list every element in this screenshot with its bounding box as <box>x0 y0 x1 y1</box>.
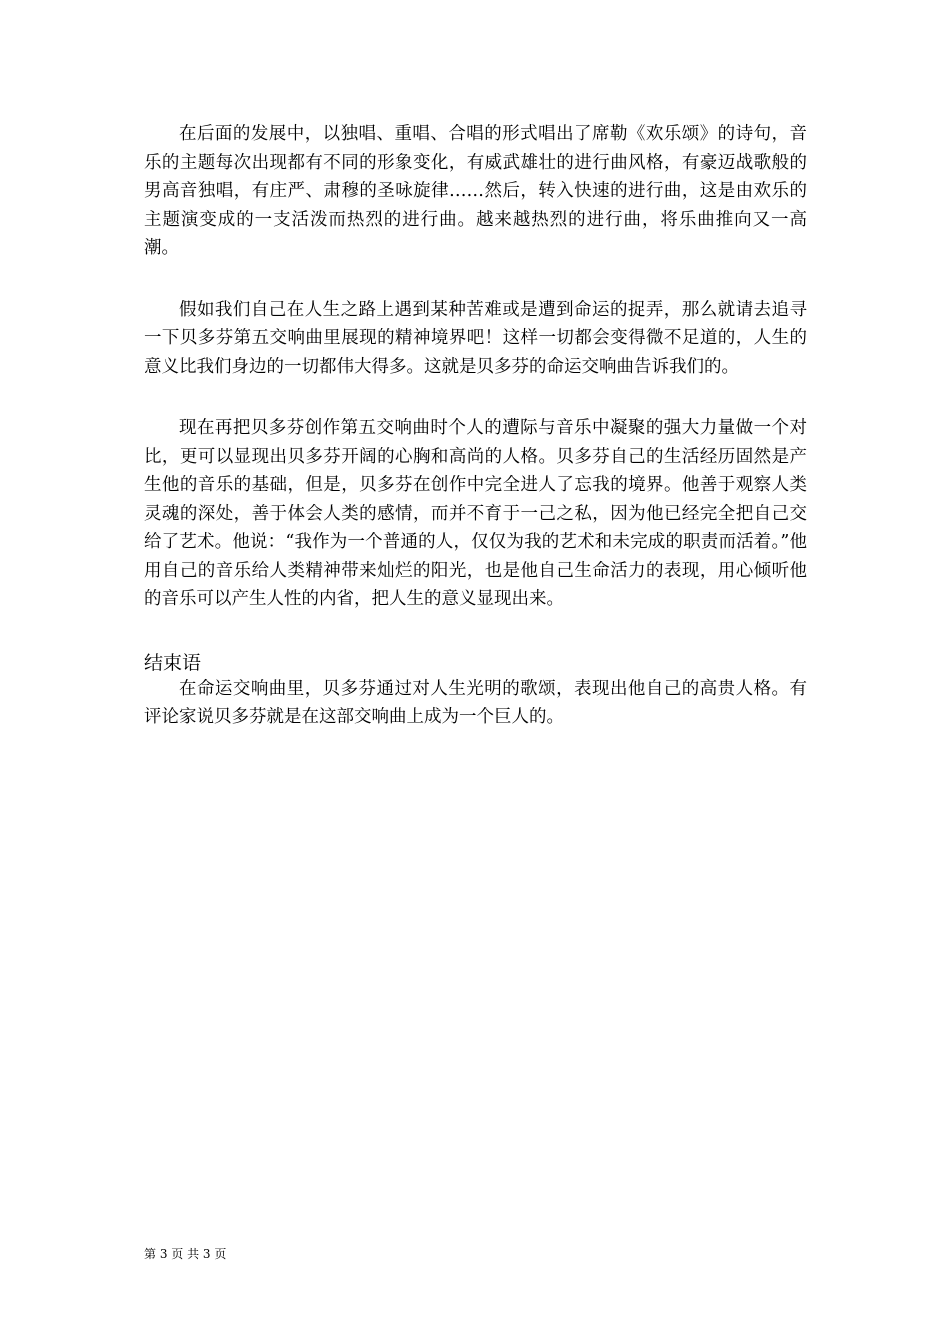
paragraph-personal-character: 现在再把贝多芬创作第五交响曲时个人的遭际与音乐中凝聚的强大力量做一个对比，更可以显现出贝多芬开阔的心胸和高尚的人格。贝多芬自己的生活经历固然是产生他的音乐的基础，但是，贝多芬在创作中完全进人了忘我的境界。他善于观察人类灵魂的深处，善于体会人类的感情，而并不育于一己之私，因为他已经完全把自己交给了艺术。他说：“我作为一个普通的人，仅仅为我的艺术和未完成的职责而活着。”他用自己的音乐给人类精神带来灿烂的阳光，也是他自己生命活力的表现，用心倾听他的音乐可以产生人性的内省，把人生的意义显现出来。 <box>144 418 807 609</box>
document-body <box>144 120 807 732</box>
paragraph-choral-finale: 在后面的发展中，以独唱、重唱、合唱的形式唱出了席勒《欢乐颂》的诗句，音乐的主题每次出现都有不同的形象变化，有威武雄壮的进行曲风格，有豪迈战歌般的男高音独唱，有庄严、肃穆的圣咏旋律……然后，转入快速的进行曲，这是由欢乐的主题演变成的一支活泼而热烈的进行曲。越来越热烈的进行曲，将乐曲推向又一高潮。 <box>144 124 807 258</box>
paragraph-conclusion: 在命运交响曲里，贝多芬通过对人生光明的歌颂，表现出他自己的高贵人格。有评论家说贝多芬就是在这部交响曲上成为一个巨人的。 <box>144 678 807 727</box>
section-heading-conclusion: 结束语 <box>144 651 202 674</box>
paragraph-spiritual-realm: 假如我们自己在人生之路上遇到某种苦难或是遭到命运的捉弄，那么就请去追寻一下贝多芬第五交响曲里展现的精神境界吧！这样一切都会变得微不足道的，人生的意义比我们身边的一切都伟大得多。这就是贝多芬的命运交响曲告诉我们的。 <box>144 299 807 377</box>
page-number-footer: 第 3 页 共 3 页 <box>144 1247 227 1261</box>
